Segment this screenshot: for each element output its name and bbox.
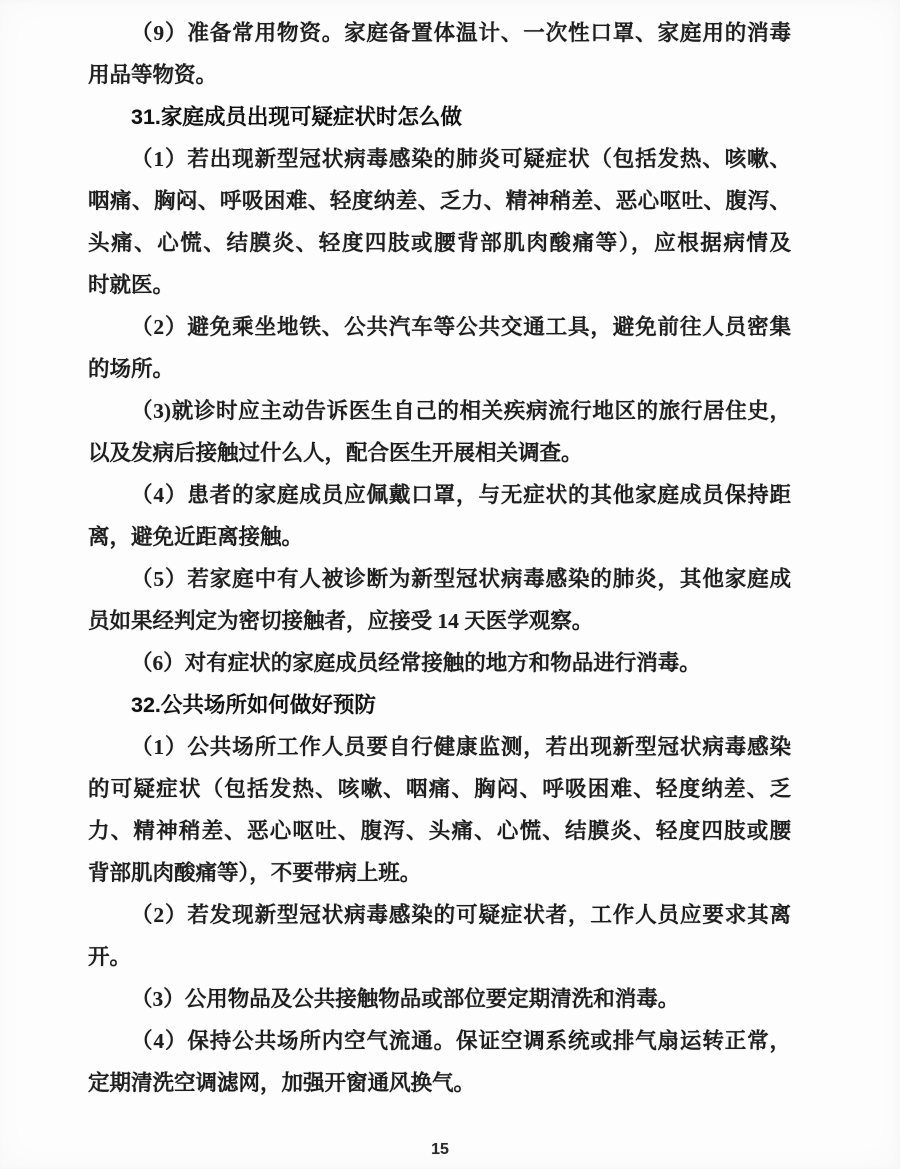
text-line: （4）患者的家庭成员应佩戴口罩，与无症状的其他家庭成员保持距 bbox=[131, 483, 791, 507]
text-line: （4）保持公共场所内空气流通。保证空调系统或排气扇运转正常， bbox=[131, 1029, 791, 1053]
text-line: 时就医。 bbox=[88, 273, 175, 297]
text-line: （1）公共场所工作人员要自行健康监测，若出现新型冠状病毒感染 bbox=[131, 735, 791, 759]
text-line: 以及发病后接触过什么人，配合医生开展相关调查。 bbox=[88, 441, 583, 465]
text-line: （1）若出现新型冠状病毒感染的肺炎可疑症状（包括发热、咳嗽、 bbox=[131, 147, 791, 171]
para-31-3-tell-doctor-history bbox=[88, 390, 791, 474]
text-line: （3）公用物品及公共接触物品或部位要定期清洗和消毒。 bbox=[131, 987, 680, 1011]
text-line: 员如果经判定为密切接触者，应接受 14 天医学观察。 bbox=[88, 609, 594, 633]
text-line: （2）避免乘坐地铁、公共汽车等公共交通工具，避免前往人员密集 bbox=[131, 315, 791, 339]
text-line: 力、精神稍差、恶心呕吐、腹泻、头痛、心慌、结膜炎、轻度四肢或腰 bbox=[88, 819, 791, 843]
text-line: 的可疑症状（包括发热、咳嗽、咽痛、胸闷、呼吸困难、轻度纳差、乏 bbox=[88, 777, 791, 801]
para-31-1-seek-medical-care bbox=[88, 138, 791, 306]
para-32-4-ventilation bbox=[88, 1020, 791, 1104]
page-content bbox=[88, 12, 791, 1104]
text-line: （9）准备常用物资。家庭备置体温计、一次性口罩、家庭用的消毒 bbox=[131, 21, 791, 45]
text-line: 咽痛、胸闷、呼吸困难、轻度纳差、乏力、精神稍差、恶心呕吐、腹泻、 bbox=[88, 189, 791, 213]
para-32-1-staff-health-monitoring bbox=[88, 726, 791, 894]
text-line: 定期清洗空调滤网，加强开窗通风换气。 bbox=[88, 1071, 476, 1095]
text-line: （6）对有症状的家庭成员经常接触的地方和物品进行消毒。 bbox=[131, 651, 701, 675]
para-31-2-avoid-public-transport bbox=[88, 306, 791, 390]
para-31-6-disinfect-touched-items bbox=[88, 642, 791, 684]
text-line: 背部肌肉酸痛等），不要带病上班。 bbox=[88, 861, 422, 885]
text-line: 31.家庭成员出现可疑症状时怎么做 bbox=[131, 105, 462, 129]
para-31-4-wear-mask-keep-distance bbox=[88, 474, 791, 558]
text-line: （3)就诊时应主动告诉医生自己的相关疾病流行地区的旅行居住史， bbox=[131, 399, 791, 423]
text-line: （2）若发现新型冠状病毒感染的可疑症状者，工作人员应要求其离 bbox=[131, 903, 791, 927]
heading-31-family-members-suspicious-symptoms bbox=[88, 96, 791, 138]
heading-32-public-places-prevention bbox=[88, 684, 791, 726]
para-32-2-ask-suspected-to-leave bbox=[88, 894, 791, 978]
text-line: 32.公共场所如何做好预防 bbox=[131, 693, 376, 717]
para-9-household-supplies bbox=[88, 12, 791, 96]
text-line: 的场所。 bbox=[88, 357, 175, 381]
para-31-5-close-contact-observation bbox=[88, 558, 791, 642]
para-32-3-clean-shared-items bbox=[88, 978, 791, 1020]
page-number: 15 bbox=[431, 1141, 449, 1158]
text-line: 头痛、心慌、结膜炎、轻度四肢或腰背部肌肉酸痛等），应根据病情及 bbox=[88, 231, 791, 255]
text-line: （5）若家庭中有人被诊断为新型冠状病毒感染的肺炎，其他家庭成 bbox=[131, 567, 791, 591]
text-line: 开。 bbox=[88, 945, 132, 969]
text-line: 用品等物资。 bbox=[88, 63, 218, 87]
text-line: 离，避免近距离接触。 bbox=[88, 525, 304, 549]
